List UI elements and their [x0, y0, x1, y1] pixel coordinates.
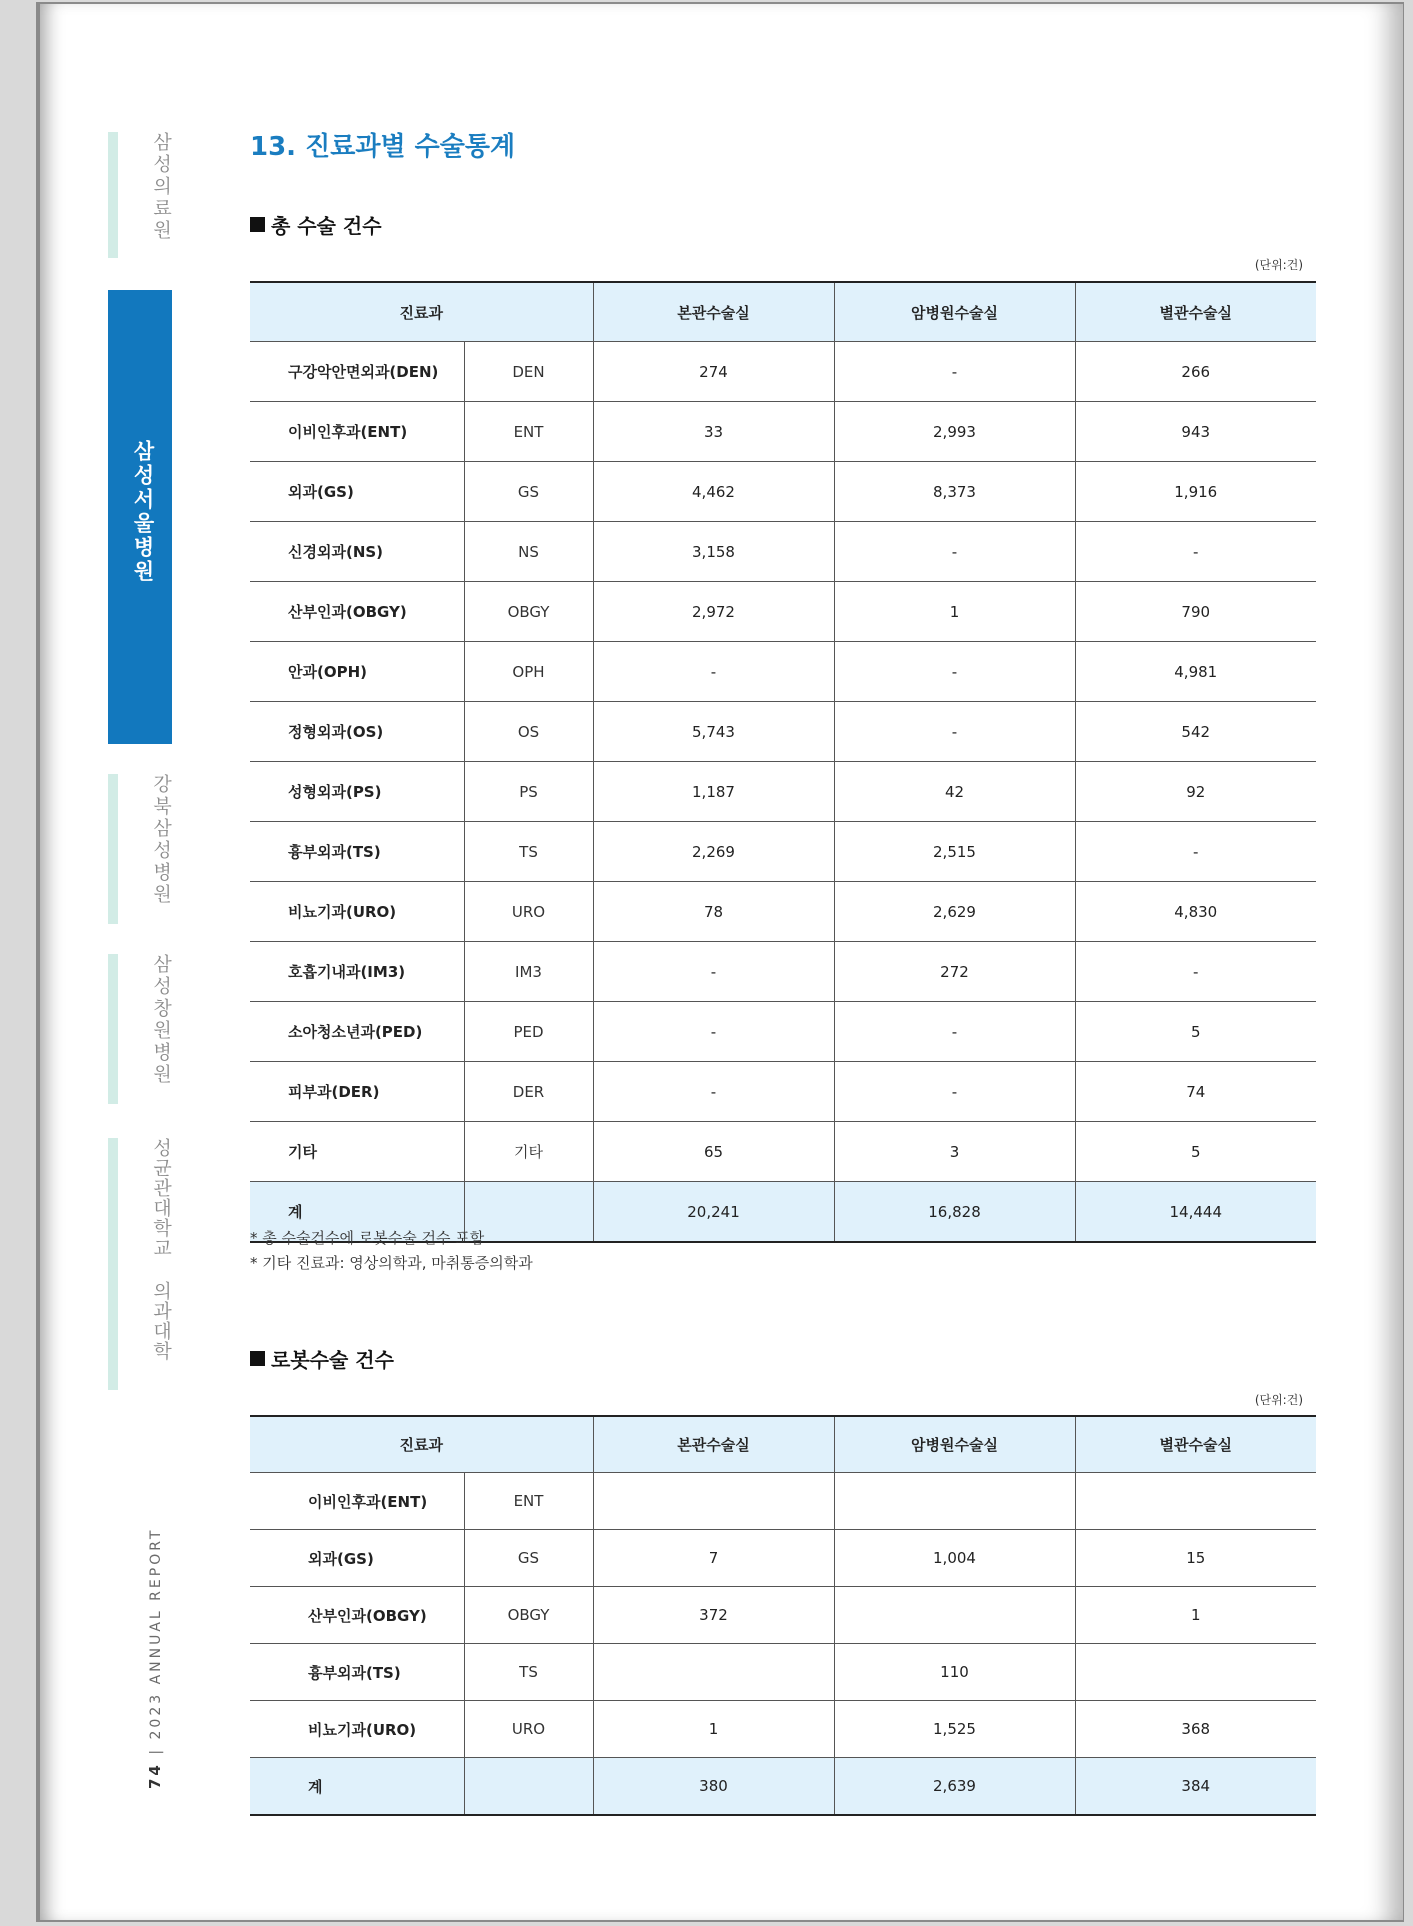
- department-code: TS: [464, 822, 593, 882]
- section-title-text: 로봇수술 건수: [271, 1348, 394, 1372]
- annex-or-count: 943: [1075, 402, 1316, 462]
- department-code: PED: [464, 1002, 593, 1062]
- header-department: 진료과: [250, 282, 593, 342]
- unit-label: (단위:건): [1254, 258, 1303, 272]
- department-code: [464, 1758, 593, 1816]
- cancer-or-count: -: [834, 1062, 1075, 1122]
- main-or-count: 3,158: [593, 522, 834, 582]
- annex-or-count: 542: [1075, 702, 1316, 762]
- department-code: DER: [464, 1062, 593, 1122]
- sidebar-bar-1: [108, 132, 118, 258]
- cancer-or-count: -: [834, 342, 1075, 402]
- table-row: [250, 1644, 1316, 1701]
- table-row: [250, 1473, 1316, 1530]
- main-or-count: 78: [593, 882, 834, 942]
- total-surgery-table: [250, 281, 1316, 1243]
- main-or-count: [593, 1473, 834, 1530]
- main-or-count: 1,187: [593, 762, 834, 822]
- cancer-or-count: 272: [834, 942, 1075, 1002]
- total-table-body: [250, 342, 1316, 1243]
- department-name: 계: [250, 1182, 464, 1243]
- main-or-count: -: [593, 642, 834, 702]
- annex-or-count: 5: [1075, 1002, 1316, 1062]
- main-or-count: 372: [593, 1587, 834, 1644]
- cancer-or-count: 1,525: [834, 1701, 1075, 1758]
- table-row: [250, 1530, 1316, 1587]
- main-or-count: 20,241: [593, 1182, 834, 1243]
- table-row: [250, 402, 1316, 462]
- annex-or-count: -: [1075, 942, 1316, 1002]
- table-notes: [250, 1226, 533, 1276]
- cancer-or-count: 2,639: [834, 1758, 1075, 1816]
- annex-or-count: 92: [1075, 762, 1316, 822]
- square-bullet-icon: [250, 1351, 265, 1366]
- department-code: DEN: [464, 342, 593, 402]
- sidebar-tab-skku-medicine[interactable]: 성균관대학교 의과대학: [150, 1138, 172, 1361]
- department-code: IM3: [464, 942, 593, 1002]
- annex-or-count: 4,981: [1075, 642, 1316, 702]
- cancer-or-count: -: [834, 702, 1075, 762]
- cancer-or-count: 2,629: [834, 882, 1075, 942]
- main-or-count: 1: [593, 1701, 834, 1758]
- department-name: 비뇨기과(URO): [250, 882, 464, 942]
- department-name: 안과(OPH): [250, 642, 464, 702]
- sidebar-tab-label: 삼성서울병원: [131, 440, 155, 584]
- cancer-or-count: 42: [834, 762, 1075, 822]
- cancer-or-count: 110: [834, 1644, 1075, 1701]
- department-name: 계: [250, 1758, 464, 1816]
- main-or-count: -: [593, 1062, 834, 1122]
- table-row: [250, 1062, 1316, 1122]
- annex-or-count: 4,830: [1075, 882, 1316, 942]
- page-title: 13. 진료과별 수술통계: [250, 132, 516, 162]
- annex-or-count: [1075, 1644, 1316, 1701]
- header-main-or: 본관수술실: [593, 1416, 834, 1473]
- section-title-text: 총 수술 건수: [271, 214, 382, 238]
- annex-or-count: 266: [1075, 342, 1316, 402]
- department-code: GS: [464, 462, 593, 522]
- report-page: [40, 4, 1403, 1920]
- department-code: OBGY: [464, 582, 593, 642]
- main-or-count: -: [593, 942, 834, 1002]
- table-row: [250, 762, 1316, 822]
- table-total-row: [250, 1758, 1316, 1816]
- annex-or-count: 384: [1075, 1758, 1316, 1816]
- table-header-row: [250, 1416, 1316, 1473]
- sidebar-tab-samsung-changwon[interactable]: 삼성창원병원: [150, 954, 172, 1086]
- department-name: 피부과(DER): [250, 1062, 464, 1122]
- main-or-count: 380: [593, 1758, 834, 1816]
- main-or-count: 33: [593, 402, 834, 462]
- sidebar-tab-samsung-medical-center[interactable]: 삼성의료원: [150, 132, 172, 242]
- header-cancer-or: 암병원수술실: [834, 1416, 1075, 1473]
- table-row: [250, 882, 1316, 942]
- table-row: [250, 702, 1316, 762]
- department-code: OPH: [464, 642, 593, 702]
- annex-or-count: 368: [1075, 1701, 1316, 1758]
- header-cancer-or: 암병원수술실: [834, 282, 1075, 342]
- main-or-count: 4,462: [593, 462, 834, 522]
- cancer-or-count: 3: [834, 1122, 1075, 1182]
- department-name: 신경외과(NS): [250, 522, 464, 582]
- department-name: 외과(GS): [250, 462, 464, 522]
- cancer-or-count: 8,373: [834, 462, 1075, 522]
- main-or-count: [593, 1644, 834, 1701]
- page-number: 74: [146, 1762, 164, 1789]
- table-header-row: [250, 282, 1316, 342]
- department-name: 구강악안면외과(DEN): [250, 342, 464, 402]
- sidebar-bar-4: [108, 954, 118, 1104]
- cancer-or-count: 1: [834, 582, 1075, 642]
- table-row: [250, 1002, 1316, 1062]
- robot-surgery-table: [250, 1415, 1316, 1816]
- department-name: 정형외과(OS): [250, 702, 464, 762]
- footer-divider: |: [148, 1739, 164, 1755]
- annex-or-count: 5: [1075, 1122, 1316, 1182]
- department-code: PS: [464, 762, 593, 822]
- table-row: [250, 1701, 1316, 1758]
- department-name: 성형외과(PS): [250, 762, 464, 822]
- main-or-count: 2,269: [593, 822, 834, 882]
- department-name: 산부인과(OBGY): [250, 1587, 464, 1644]
- department-code: 기타: [464, 1122, 593, 1182]
- sidebar-tab-kangbuk-samsung[interactable]: 강북삼성병원: [150, 774, 172, 906]
- cancer-or-count: [834, 1473, 1075, 1530]
- sidebar-bar-5: [108, 1138, 118, 1390]
- header-annex-or: 별관수술실: [1075, 1416, 1316, 1473]
- note-line: * 기타 진료과: 영상의학과, 마취통증의학과: [250, 1254, 533, 1272]
- cancer-or-count: -: [834, 1002, 1075, 1062]
- sidebar-bar-3: [108, 774, 118, 924]
- department-code: GS: [464, 1530, 593, 1587]
- department-name: 외과(GS): [250, 1530, 464, 1587]
- department-code: ENT: [464, 402, 593, 462]
- department-name: 비뇨기과(URO): [250, 1701, 464, 1758]
- annex-or-count: 1: [1075, 1587, 1316, 1644]
- annex-or-count: -: [1075, 522, 1316, 582]
- table-row: [250, 642, 1316, 702]
- main-or-count: 274: [593, 342, 834, 402]
- department-name: 소아청소년과(PED): [250, 1002, 464, 1062]
- cancer-or-count: 2,515: [834, 822, 1075, 882]
- section-title-total: [250, 210, 382, 239]
- section-title-robot: [250, 1344, 394, 1373]
- department-code: ENT: [464, 1473, 593, 1530]
- department-code: OS: [464, 702, 593, 762]
- table-row: [250, 1122, 1316, 1182]
- department-code: URO: [464, 882, 593, 942]
- cancer-or-count: -: [834, 522, 1075, 582]
- table-row: [250, 822, 1316, 882]
- department-name: 이비인후과(ENT): [250, 1473, 464, 1530]
- table-row: [250, 942, 1316, 1002]
- department-code: URO: [464, 1701, 593, 1758]
- table-row: [250, 462, 1316, 522]
- cancer-or-count: 16,828: [834, 1182, 1075, 1243]
- header-annex-or: 별관수술실: [1075, 282, 1316, 342]
- cancer-or-count: 2,993: [834, 402, 1075, 462]
- department-name: 기타: [250, 1122, 464, 1182]
- department-code: NS: [464, 522, 593, 582]
- note-line: * 총 수술건수에 로봇수술 건수 포함: [250, 1229, 485, 1247]
- table-row: [250, 522, 1316, 582]
- sidebar-tab-samsung-seoul-hospital[interactable]: [108, 290, 172, 744]
- annex-or-count: 1,916: [1075, 462, 1316, 522]
- square-bullet-icon: [250, 217, 265, 232]
- report-label: 2023 ANNUAL REPORT: [148, 1527, 164, 1740]
- main-or-count: 65: [593, 1122, 834, 1182]
- main-or-count: -: [593, 1002, 834, 1062]
- header-department: 진료과: [250, 1416, 593, 1473]
- main-or-count: 5,743: [593, 702, 834, 762]
- annex-or-count: -: [1075, 822, 1316, 882]
- annex-or-count: 790: [1075, 582, 1316, 642]
- cancer-or-count: 1,004: [834, 1530, 1075, 1587]
- department-name: 흉부외과(TS): [250, 822, 464, 882]
- department-name: 이비인후과(ENT): [250, 402, 464, 462]
- main-or-count: 7: [593, 1530, 834, 1587]
- table-row: [250, 582, 1316, 642]
- department-code: TS: [464, 1644, 593, 1701]
- main-or-count: 2,972: [593, 582, 834, 642]
- unit-label: (단위:건): [1254, 1393, 1303, 1407]
- department-name: 산부인과(OBGY): [250, 582, 464, 642]
- cancer-or-count: [834, 1587, 1075, 1644]
- department-code: OBGY: [464, 1587, 593, 1644]
- annex-or-count: 74: [1075, 1062, 1316, 1122]
- department-name: 흉부외과(TS): [250, 1644, 464, 1701]
- annex-or-count: 14,444: [1075, 1182, 1316, 1243]
- robot-table-body: [250, 1473, 1316, 1816]
- header-main-or: 본관수술실: [593, 282, 834, 342]
- department-name: 호흡기내과(IM3): [250, 942, 464, 1002]
- cancer-or-count: -: [834, 642, 1075, 702]
- table-row: [250, 342, 1316, 402]
- report-footer: [146, 1528, 164, 1789]
- table-row: [250, 1587, 1316, 1644]
- annex-or-count: [1075, 1473, 1316, 1530]
- annex-or-count: 15: [1075, 1530, 1316, 1587]
